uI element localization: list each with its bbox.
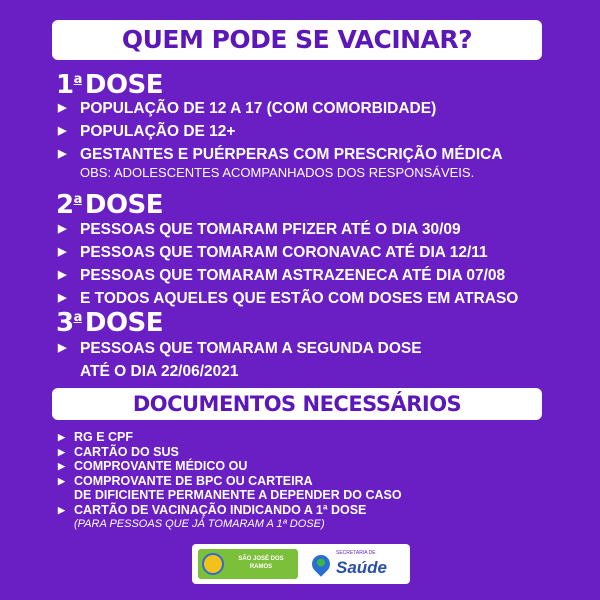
dose1-ordinal: a [73,72,82,87]
health-secretariat-logo [310,548,404,580]
dose3-number: 3 [56,308,74,338]
dose2-list [58,218,518,310]
health-label: Saúde [336,558,388,577]
dose2-ordinal: a [73,192,82,207]
list-item-continuation: ATÉ O DIA 22/06/2021 [80,363,239,380]
dose2-title [56,190,163,220]
list-item: ▶ PESSOAS QUE TOMARAM CORONAVAC ATÉ DIA 12/11 [58,241,518,264]
dose1-title [56,70,163,100]
documents-note: (PARA PESSOAS QUE JÁ TOMARAM A 1ª DOSE) [74,518,325,530]
list-item: ▶ PESSOAS QUE TOMARAM ASTRAZENECA ATÉ DIA 07/08 [58,264,518,287]
list-item: ▶ RG E CPF [58,430,134,444]
dose1-note: OBS: ADOLESCENTES ACOMPANHADOS DOS RESPONSÁVEIS. [80,165,475,180]
triangle-right-icon: ▶ [58,461,65,471]
dose3-label: DOSE [84,308,164,338]
footer-logos [192,544,410,584]
triangle-right-icon: ▶ [58,148,67,160]
list-item: ▶ PESSOAS QUE TOMARAM A SEGUNDA DOSE [58,337,422,360]
secretariat-label: SECRETARIA DE [336,550,376,556]
list-item: ▶ POPULAÇÃO DE 12 A 17 (COM COMORBIDADE) [58,97,503,120]
triangle-right-icon: ▶ [58,246,67,258]
triangle-right-icon: ▶ [58,292,67,304]
heart-icon [308,551,333,576]
dose3-list [58,337,422,383]
list-item: ▶ CARTÃO DO SUS [58,444,179,459]
list-item: ▶ PESSOAS QUE TOMARAM PFIZER ATÉ O DIA 30/09 [58,218,518,241]
dose1-label: DOSE [84,70,164,100]
list-item: ▶ COMPROVANTE DE BPC OU CARTEIRA [58,473,313,488]
triangle-right-icon: ▶ [58,269,67,281]
triangle-right-icon: ▶ [58,342,67,354]
documents-title: DOCUMENTOS NECESSÁRIOS [132,392,462,416]
header-banner [52,20,542,60]
triangle-right-icon: ▶ [58,223,67,235]
dose1-list [58,97,503,166]
triangle-right-icon: ▶ [58,475,65,486]
documents-list [58,430,402,517]
list-item: ▶ POPULAÇÃO DE 12+ [58,120,503,143]
list-item: ▶ GESTANTES E PUÉRPERAS COM PRESCRIÇÃO MÉDICA [58,143,503,166]
municipal-seal-icon [202,553,224,575]
dose2-label: DOSE [84,190,164,220]
dose3-ordinal: a [73,310,82,325]
list-item: ▶ COMPROVANTE MÉDICO OU [58,459,248,473]
list-item-continuation: DE DIFICIENTE PERMANENTE A DEPENDER DO CASO [74,488,402,502]
dose2-number: 2 [56,190,74,220]
documents-banner [52,388,542,420]
list-item: ▶ E TODOS AQUELES QUE ESTÃO COM DOSES EM ATRASO [58,287,518,310]
triangle-right-icon: ▶ [58,504,65,515]
dose3-title [56,308,163,338]
municipality-logo [198,549,298,579]
triangle-right-icon: ▶ [58,446,65,457]
triangle-right-icon: ▶ [58,432,65,442]
dose1-number: 1 [56,70,74,100]
list-item: ▶ CARTÃO DE VACINAÇÃO INDICANDO A 1ª DOSE [58,502,367,517]
municipality-name: SÃO JOSÉ DOS RAMOS [238,556,284,570]
page-title: QUEM PODE SE VACINAR? [121,25,473,54]
triangle-right-icon: ▶ [58,125,67,137]
triangle-right-icon: ▶ [58,102,67,114]
